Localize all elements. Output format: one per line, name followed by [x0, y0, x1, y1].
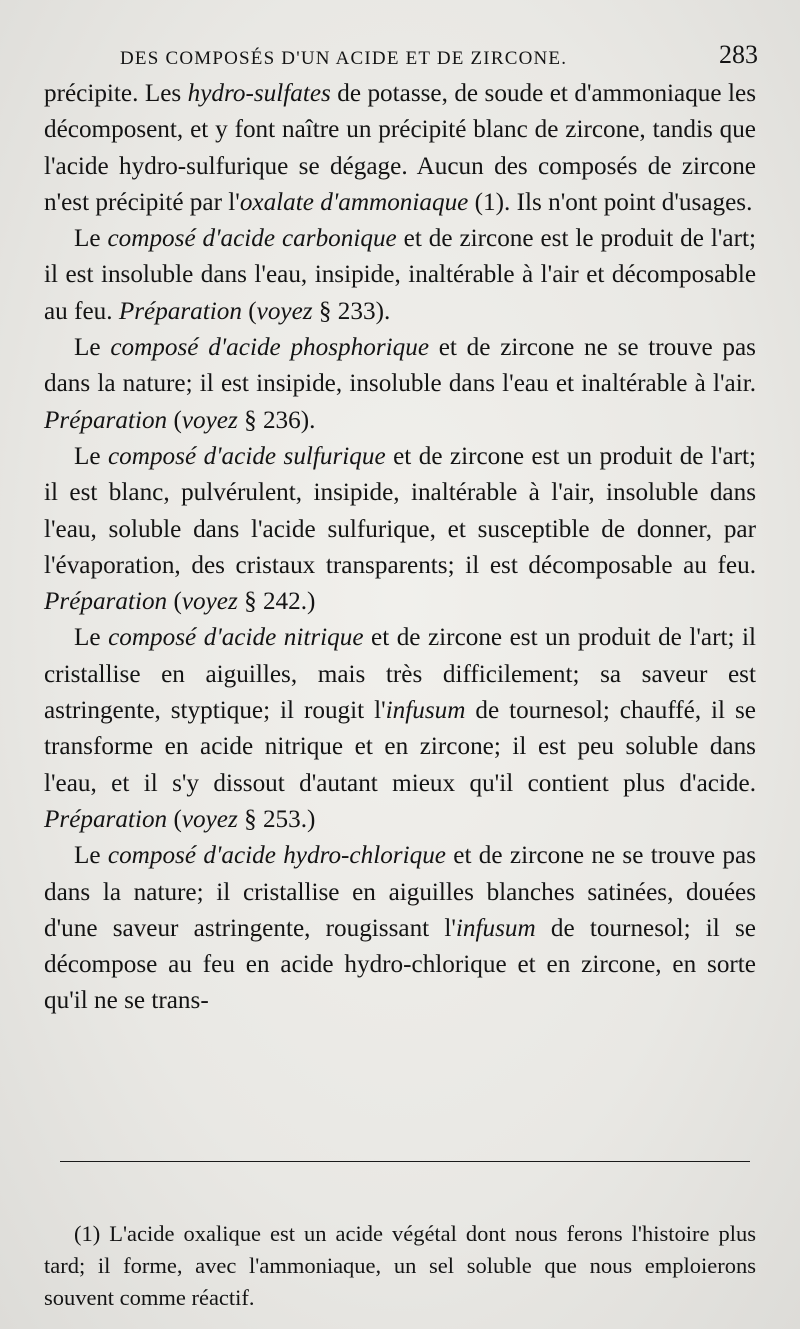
text-run: ( [167, 588, 182, 616]
italic-text-run: oxalate d'ammoniaque [239, 188, 469, 216]
text-run: de tournesol; il se décompose au feu en acide hydro-chlorique et en zircone, en sorte qu'il ne se trans- [44, 914, 756, 1015]
paragraph-carbonic-acid [44, 221, 756, 330]
italic-text-run: voyez [181, 406, 238, 434]
text-run: et de zircone est un produit de l'art; il est blanc, pulvérulent, insipide, inaltérable à l'air, insoluble dans l'eau, soluble dans l'acide sulfurique, et susceptible de donner, par l'évaporation, des cristaux transparents; il est décomposable au feu. [44, 442, 757, 579]
italic-text-run: infusum [385, 697, 466, 725]
italic-text-run: voyez [181, 805, 238, 833]
text-run: de potasse, de soude et d'ammoniaque les décomposent, et y font naître un précipité blanc de zircone, tandis que l'acide hydro-sulfurique se dégage. Aucun des composés de zircone n'est précipité par l' [44, 80, 756, 216]
paragraph-continued [44, 76, 756, 221]
italic-text-run: voyez [256, 297, 313, 325]
italic-text-run: Préparation [44, 805, 168, 833]
italic-text-run: composé d'acide sulfurique [108, 442, 386, 470]
text-run: de tournesol; chauffé, il se transforme en acide nitrique et en zircone; il est peu soluble dans l'eau, et il s'y dissout d'autant mieux qu'il contient plus d'acide. [44, 697, 756, 797]
text-run: Le [74, 334, 111, 362]
italic-text-run: composé d'acide hydro-chlorique [107, 842, 446, 870]
italic-text-run: composé d'acide phosphorique [110, 334, 429, 362]
italic-text-run: Préparation [44, 406, 168, 434]
text-run: Le [74, 442, 108, 470]
paragraph-nitric-acid [44, 620, 756, 838]
italic-text-run: Préparation [44, 588, 168, 616]
text-run: et de zircone ne se trouve pas dans la nature; il cristallise en aiguilles blanches satinées, douées d'une saveur astringente, rougissant l' [44, 842, 756, 942]
paragraph-sulfuric-acid [44, 439, 756, 620]
page-number: 283 [719, 40, 758, 69]
text-run: précipite. Les [44, 80, 188, 107]
paragraph-hydrochloric-acid [44, 838, 756, 1019]
text-run: (1). Ils n'ont point d'usages. [468, 188, 753, 216]
italic-text-run: infusum [455, 914, 536, 942]
text-run: et de zircone est le produit de l'art; il est insoluble dans l'eau, insipide, inaltérable à l'air et décomposable au feu. [44, 225, 756, 325]
text-run: et de zircone est un produit de l'art; il cristallise en aiguilles, mais très difficilement; sa saveur est astringente, styptique; il rougit l' [44, 624, 756, 725]
text-run: § 253.) [237, 805, 316, 833]
text-run: § 242.) [237, 588, 316, 616]
text-run: § 233). [312, 297, 391, 325]
italic-text-run: hydro-sulfates [187, 80, 331, 107]
text-run: Le [74, 842, 108, 870]
body-text [44, 76, 756, 1020]
page-header [44, 40, 758, 80]
italic-text-run: composé d'acide nitrique [108, 624, 364, 652]
footnote: (1) L'acide oxalique est un acide végétal dont nous ferons l'histoire plus tard; il forme, avec l'ammoniaque, un sel soluble que nous emploierons souvent comme réactif. [44, 1220, 756, 1310]
text-run: et de zircone ne se trouve pas dans la nature; il est insipide, insoluble dans l'eau et inaltérable à l'air. [44, 334, 756, 398]
italic-text-run: Préparation [118, 297, 242, 325]
text-run: ( [167, 805, 182, 833]
text-run: Le [74, 225, 108, 253]
footnote-divider [60, 1161, 750, 1162]
text-run: ( [167, 406, 182, 434]
italic-text-run: voyez [181, 588, 238, 616]
paragraph-phosphoric-acid [44, 330, 756, 439]
italic-text-run: composé d'acide carbonique [107, 225, 397, 253]
text-run: Le [74, 624, 109, 652]
text-run: § 236). [237, 406, 316, 434]
text-run: ( [241, 297, 257, 325]
running-head: DES COMPOSÉS D'UN ACIDE ET DE ZIRCONE. [120, 48, 568, 69]
